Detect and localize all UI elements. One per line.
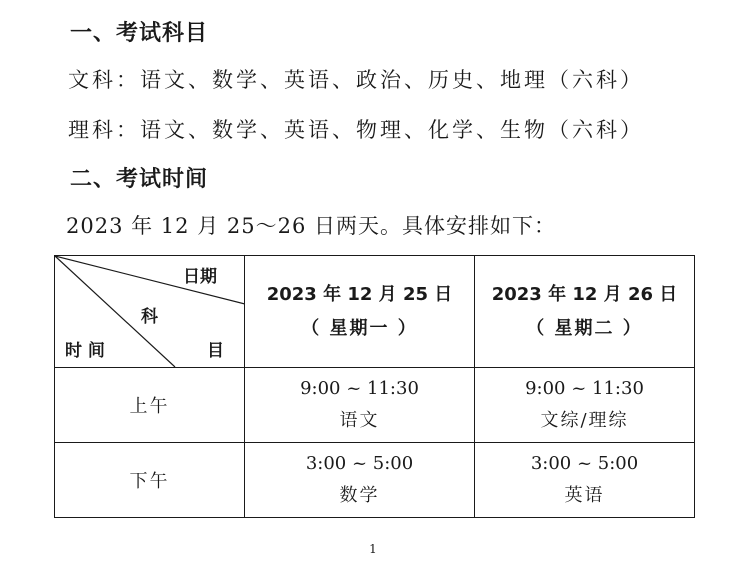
date-column-header-2: [475, 256, 695, 368]
exam-time: 3:00 ~ 5:00: [305, 453, 414, 474]
exam-subject: 语文: [339, 410, 380, 431]
exam-schedule-table: [54, 255, 695, 518]
section-heading-subjects: 一、考试科目: [70, 21, 209, 46]
date-text: 2023 年 12 月 25 日: [266, 283, 453, 305]
corner-subject-label-1: 科: [141, 307, 158, 327]
table-row-morning: [55, 368, 695, 443]
exam-time: 9:00 ~ 11:30: [525, 378, 644, 399]
corner-time-label: 时 间: [65, 341, 105, 361]
science-subjects-line: 理科：语文、数学、英语、物理、化学、生物（六科）: [68, 118, 644, 142]
arts-subjects-line: 文科：语文、数学、英语、政治、历史、地理（六科）: [68, 68, 644, 92]
section-heading-schedule: 二、考试时间: [70, 167, 209, 192]
schedule-intro-line: 2023 年 12 月 25～26 日两天。具体安排如下：: [66, 214, 556, 238]
page-number: 1: [369, 542, 377, 556]
corner-date-label: 日期: [183, 267, 217, 287]
exam-time: 9:00 ~ 11:30: [300, 378, 419, 399]
schedule-cell: [245, 368, 475, 443]
table-header-row: [55, 256, 695, 368]
schedule-cell: [245, 443, 475, 518]
exam-subject: 英语: [564, 485, 605, 506]
period-label-afternoon: 下午: [55, 443, 245, 518]
exam-subject: 文综/理综: [540, 410, 629, 431]
period-label-morning: 上午: [55, 368, 245, 443]
date-text: 2023 年 12 月 26 日: [491, 283, 678, 305]
corner-subject-label-2: 目: [207, 341, 224, 361]
weekday-text: （ 星期二 ）: [526, 317, 643, 339]
diagonal-corner-cell: [55, 256, 245, 368]
exam-time: 3:00 ~ 5:00: [530, 453, 639, 474]
schedule-cell: [475, 368, 695, 443]
schedule-cell: [475, 443, 695, 518]
table-row-afternoon: [55, 443, 695, 518]
date-column-header-1: [245, 256, 475, 368]
exam-subject: 数学: [339, 485, 380, 506]
weekday-text: （ 星期一 ）: [301, 317, 418, 339]
